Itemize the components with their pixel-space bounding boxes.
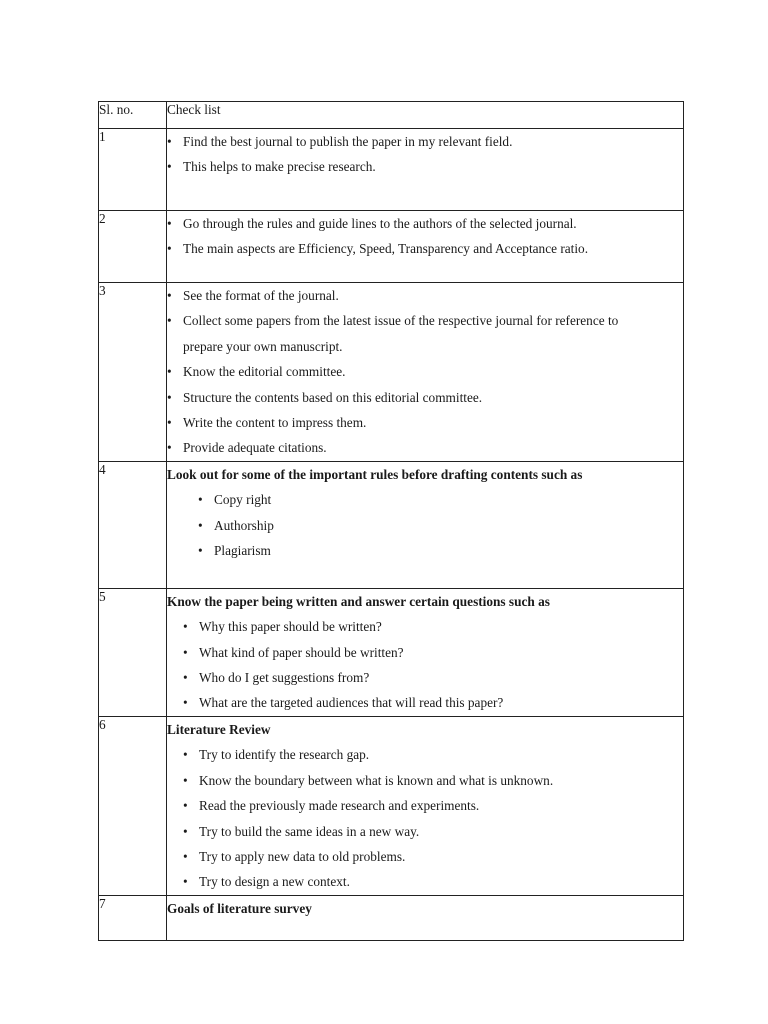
bullet-list <box>167 211 683 262</box>
table-row <box>99 461 684 588</box>
list-item: • Try to build the same ideas in a new way. <box>183 819 683 844</box>
row-content <box>167 211 684 283</box>
bullet-list <box>167 283 683 461</box>
table-row <box>99 716 684 895</box>
table-row <box>99 283 684 462</box>
row-lead-text: Know the paper being written and answer certain questions such as <box>167 593 550 609</box>
bullet-list <box>167 742 683 894</box>
list-item: • This helps to make precise research. <box>167 154 683 179</box>
table-row <box>99 895 684 940</box>
list-item: • See the format of the journal. <box>167 283 683 308</box>
row-number: 3 <box>99 283 167 462</box>
table-row <box>99 211 684 283</box>
list-item: • Authorship <box>198 513 683 538</box>
list-item: • Know the boundary between what is known and what is unknown. <box>183 768 683 793</box>
list-item: • Collect some papers from the latest issue of the respective journal for reference to prepare your own manuscript. <box>167 308 683 359</box>
list-item: • Structure the contents based on this editorial committee. <box>167 385 683 410</box>
bullet-list <box>167 614 683 716</box>
row-content <box>167 588 684 716</box>
list-item: • Try to design a new context. <box>183 869 683 894</box>
list-item: • Who do I get suggestions from? <box>183 665 683 690</box>
row-number: 1 <box>99 129 167 211</box>
row-number: 5 <box>99 588 167 716</box>
row-content <box>167 283 684 462</box>
list-item: • What are the targeted audiences that will read this paper? <box>183 690 683 715</box>
table-header-row <box>99 102 684 129</box>
row-lead-text: Goals of literature survey <box>167 900 312 916</box>
row-lead-text: Look out for some of the important rules before drafting contents such as <box>167 466 583 482</box>
list-item: • Copy right <box>198 487 683 512</box>
table-row <box>99 129 684 211</box>
row-number: 6 <box>99 716 167 895</box>
header-check-list: Check list <box>167 102 684 129</box>
row-content <box>167 895 684 940</box>
list-item: • The main aspects are Efficiency, Speed, Transparency and Acceptance ratio. <box>167 236 683 261</box>
header-sl-no: Sl. no. <box>99 102 167 129</box>
list-item: • Why this paper should be written? <box>183 614 683 639</box>
row-number: 4 <box>99 461 167 588</box>
row-lead-text: Literature Review <box>167 721 271 737</box>
list-item: • Try to identify the research gap. <box>183 742 683 767</box>
list-item: • Know the editorial committee. <box>167 359 683 384</box>
checklist-table <box>98 101 684 941</box>
list-item: • Plagiarism <box>198 538 683 563</box>
list-item: • Provide adequate citations. <box>167 435 683 460</box>
table-row <box>99 588 684 716</box>
list-item: • Find the best journal to publish the paper in my relevant field. <box>167 129 683 154</box>
row-number: 2 <box>99 211 167 283</box>
list-item: • Try to apply new data to old problems. <box>183 844 683 869</box>
row-content <box>167 129 684 211</box>
row-number: 7 <box>99 895 167 940</box>
list-item: • Write the content to impress them. <box>167 410 683 435</box>
list-item: • Read the previously made research and experiments. <box>183 793 683 818</box>
bullet-list <box>167 129 683 180</box>
bullet-list <box>167 487 683 563</box>
list-item: • What kind of paper should be written? <box>183 640 683 665</box>
row-content <box>167 716 684 895</box>
row-content <box>167 461 684 588</box>
list-item: • Go through the rules and guide lines to the authors of the selected journal. <box>167 211 683 236</box>
